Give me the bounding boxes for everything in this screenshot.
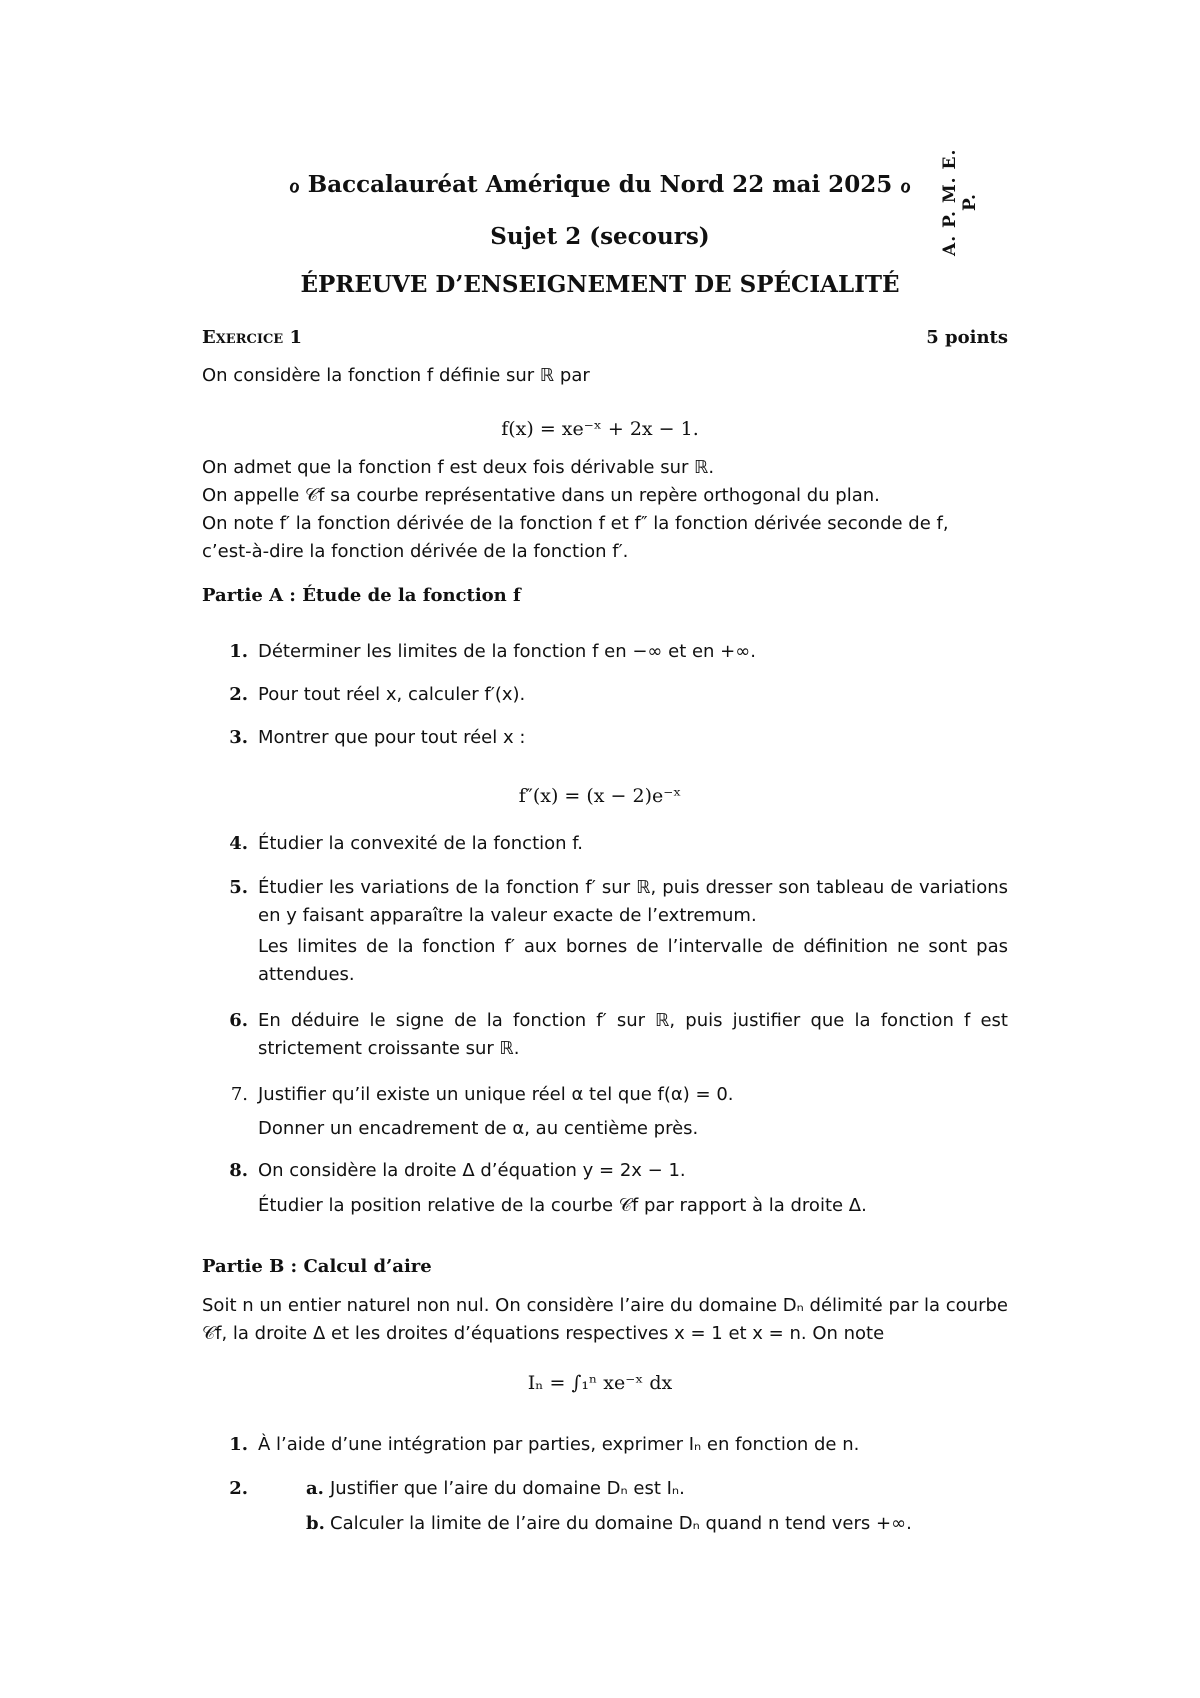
question-text: Donner un encadrement de α, au centième près.: [258, 1118, 699, 1139]
side-mark: A. P. M. E. P.: [940, 148, 980, 257]
question-text: Pour tout réel x, calculer f′(x).: [258, 684, 526, 705]
second-derivative-formula: f″(x) = (x − 2)e⁻ˣ: [518, 785, 682, 807]
question-number: 2.: [229, 684, 248, 705]
integral-formula: Iₙ = ∫₁ⁿ xe⁻ˣ dx: [527, 1372, 673, 1394]
sub-question-text: Justifier que l’aire du domaine Dₙ est Iₙ.: [330, 1478, 685, 1499]
part-b-intro: Soit n un entier naturel non nul. On considère l’aire du domaine Dₙ délimité par la courbe 𝒞f, la droite Δ et les droites d’équations respectives x = 1 et x = n. On note: [202, 1295, 1008, 1344]
exam-subtitle: Sujet 2 (secours): [490, 223, 710, 250]
question-text: Montrer que pour tout réel x :: [258, 727, 526, 748]
part-b-title: Partie B : Calcul d’aire: [202, 1256, 432, 1277]
question-number: 8.: [229, 1160, 248, 1181]
question-number: 5.: [229, 877, 248, 898]
exercise-line-1: On admet que la fonction f est deux fois dérivable sur ℝ.: [202, 457, 715, 478]
question-text: Étudier la position relative de la courbe 𝒞f par rapport à la droite Δ.: [258, 1195, 867, 1216]
question-text: À l’aide d’une intégration par parties, exprimer Iₙ en fonction de n.: [258, 1434, 860, 1455]
sub-question-text: Calculer la limite de l’aire du domaine Dₙ quand n tend vers +∞.: [330, 1513, 912, 1534]
exercise-header: [202, 327, 1008, 348]
exercise-line-3: On note f′ la fonction dérivée de la fonction f et f″ la fonction dérivée seconde de f,: [202, 513, 949, 534]
question-text: Étudier la convexité de la fonction f.: [258, 833, 584, 854]
question-number: 7.: [230, 1084, 248, 1105]
exercise-intro: On considère la fonction f définie sur ℝ par: [202, 365, 590, 386]
exercise-line-4: c’est-à-dire la fonction dérivée de la fonction f′.: [202, 541, 629, 562]
question-text: Étudier les variations de la fonction f′ sur ℝ, puis dresser son tableau de variations en y faisant apparaître la valeur exacte de l’extremum.: [258, 877, 1008, 926]
question-text: Déterminer les limites de la fonction f en −∞ et en +∞.: [258, 641, 756, 662]
exam-heading: ÉPREUVE D’ENSEIGNEMENT DE SPÉCIALITÉ: [300, 271, 900, 298]
exam-title: ℴ Baccalauréat Amérique du Nord 22 mai 2025 ℴ: [289, 171, 911, 198]
question-text: On considère la droite Δ d’équation y = 2x − 1.: [258, 1160, 686, 1181]
sub-question-letter: a.: [306, 1478, 324, 1499]
question-text: Justifier qu’il existe un unique réel α tel que f(α) = 0.: [258, 1084, 734, 1105]
exercise-points: 5 points: [926, 327, 1008, 348]
question-number: 1.: [229, 1434, 248, 1455]
question-number: 6.: [229, 1010, 248, 1031]
function-definition: f(x) = xe⁻ˣ + 2x − 1.: [501, 418, 699, 440]
question-number: 1.: [229, 641, 248, 662]
part-a-title: Partie A : Étude de la fonction f: [202, 585, 521, 606]
question-number: 4.: [229, 833, 248, 854]
question-number: 3.: [229, 727, 248, 748]
exercise-line-2: On appelle 𝒞f sa courbe représentative dans un repère orthogonal du plan.: [202, 485, 880, 506]
question-number: 2.: [229, 1478, 248, 1499]
exercise-label: Exercice 1: [202, 327, 302, 348]
question-text: En déduire le signe de la fonction f′ sur ℝ, puis justifier que la fonction f est strictement croissante sur ℝ.: [258, 1010, 1008, 1059]
sub-question-letter: b.: [306, 1513, 325, 1534]
question-note: Les limites de la fonction f′ aux bornes de l’intervalle de définition ne sont pas attendues.: [258, 936, 1008, 985]
